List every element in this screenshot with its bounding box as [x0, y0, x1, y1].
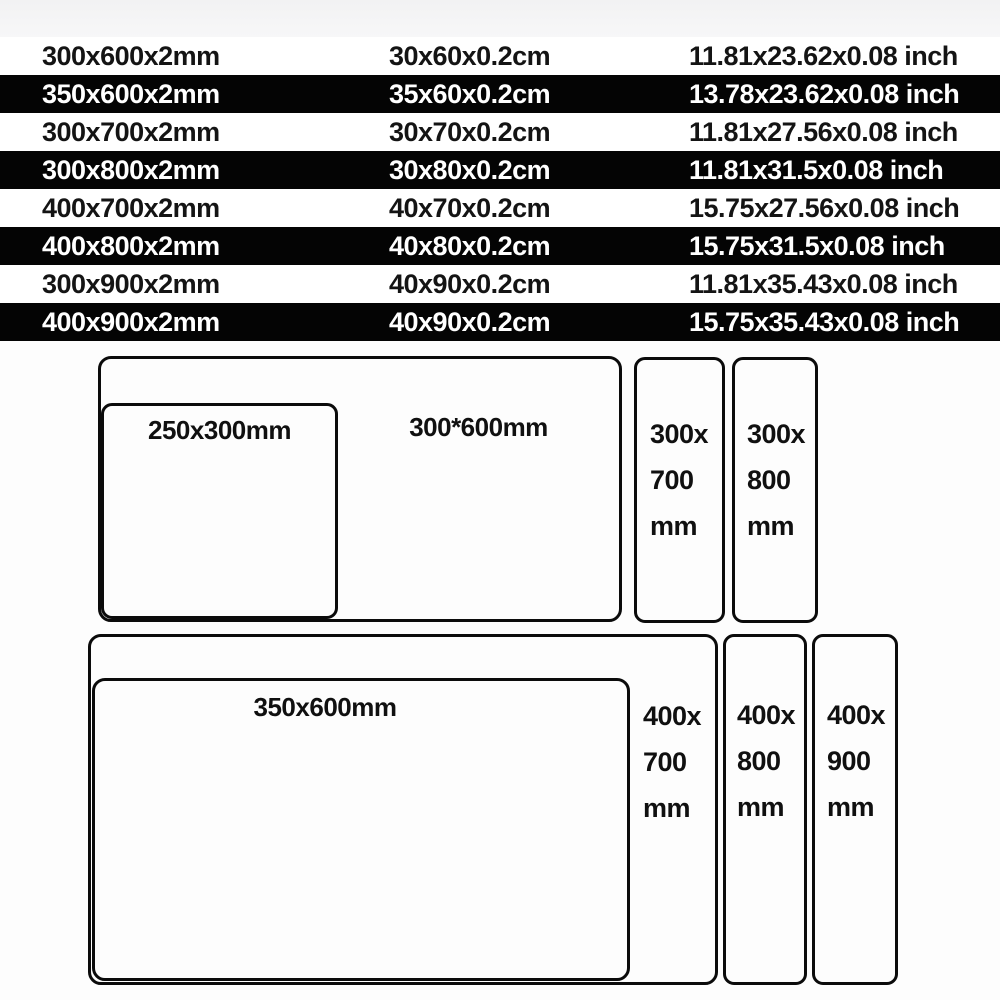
table-row: [0, 75, 1000, 113]
pad-label-line: 800: [737, 746, 781, 776]
size-cm-cell: 30x80x0.2cm: [389, 155, 551, 185]
pad-label-line: 300x: [747, 419, 806, 449]
table-row: [0, 227, 1000, 265]
pad-label-line: 800: [747, 465, 791, 495]
size-mm-cell: 350x600x2mm: [42, 79, 220, 109]
size-mm-cell: 300x800x2mm: [42, 155, 220, 185]
size-cm-cell: 40x70x0.2cm: [389, 193, 551, 223]
pad-outline-300x800: [732, 357, 818, 623]
size-mm-cell: 300x900x2mm: [42, 269, 220, 299]
size-inch-cell: 13.78x23.62x0.08 inch: [689, 79, 960, 109]
pad-label-line: 400x: [643, 701, 702, 731]
table-row: [0, 113, 1000, 151]
pad-outline-400x900: [812, 634, 898, 985]
pad-outline-350x600: [92, 678, 630, 981]
table-row: [0, 265, 1000, 303]
pad-label-400x900: [815, 637, 895, 982]
size-mm-cell: 400x900x2mm: [42, 307, 220, 337]
pad-label-400x700: [643, 693, 701, 831]
pad-label-line: 900: [827, 746, 871, 776]
pad-label-line: 400x: [737, 700, 796, 730]
size-table: [0, 37, 1000, 341]
size-cm-cell: 40x80x0.2cm: [389, 231, 551, 261]
pad-label-250x300: 250x300mm: [148, 415, 291, 445]
table-row: [0, 151, 1000, 189]
pad-outline-250x300: [101, 403, 338, 619]
pad-label-300x600: 300*600mm: [409, 412, 548, 442]
pad-label-400x800: [726, 637, 804, 982]
pad-outline-400x800: [723, 634, 807, 985]
pad-label-line: mm: [643, 793, 691, 823]
pad-label-350x600: 350x600mm: [253, 692, 397, 722]
size-mm-cell: 400x700x2mm: [42, 193, 220, 223]
pad-label-line: mm: [747, 511, 795, 541]
size-inch-cell: 11.81x27.56x0.08 inch: [689, 117, 958, 147]
top-margin-band: [0, 0, 1000, 37]
table-row: [0, 37, 1000, 75]
pad-label-line: mm: [737, 792, 785, 822]
size-inch-cell: 15.75x31.5x0.08 inch: [689, 231, 945, 261]
size-inch-cell: 11.81x35.43x0.08 inch: [689, 269, 958, 299]
pad-label-line: 700: [643, 747, 687, 777]
size-mm-cell: 400x800x2mm: [42, 231, 220, 261]
size-inch-cell: 15.75x27.56x0.08 inch: [689, 193, 960, 223]
size-inch-cell: 11.81x23.62x0.08 inch: [689, 41, 958, 71]
size-cm-cell: 35x60x0.2cm: [389, 79, 551, 109]
size-cm-cell: 30x70x0.2cm: [389, 117, 551, 147]
size-cm-cell: 40x90x0.2cm: [389, 269, 551, 299]
pad-label-line: 700: [650, 465, 694, 495]
size-inch-cell: 11.81x31.5x0.08 inch: [689, 155, 944, 185]
size-inch-cell: 15.75x35.43x0.08 inch: [689, 307, 960, 337]
table-row: [0, 303, 1000, 341]
size-cm-cell: 40x90x0.2cm: [389, 307, 551, 337]
pad-label-300x800: [735, 360, 815, 620]
size-cm-cell: 30x60x0.2cm: [389, 41, 551, 71]
pad-label-line: mm: [827, 792, 875, 822]
pad-outline-300x700: [634, 357, 725, 623]
size-mm-cell: 300x600x2mm: [42, 41, 220, 71]
table-row: [0, 189, 1000, 227]
pad-label-line: mm: [650, 511, 698, 541]
pad-label-line: 400x: [827, 700, 886, 730]
size-mm-cell: 300x700x2mm: [42, 117, 220, 147]
pad-label-line: 300x: [650, 419, 709, 449]
pad-label-300x700: [637, 360, 722, 620]
